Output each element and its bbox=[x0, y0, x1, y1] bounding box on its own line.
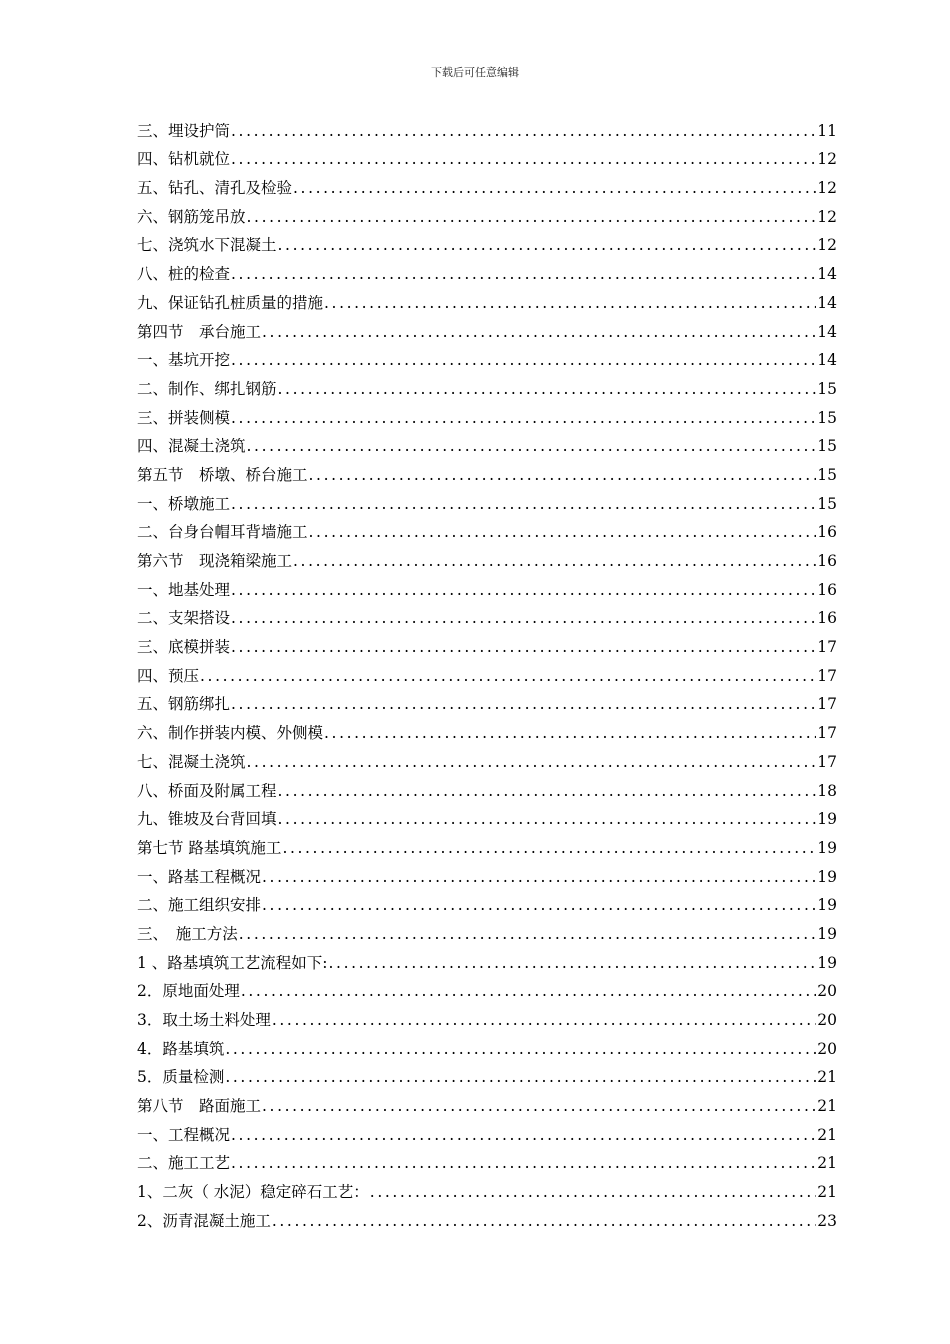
toc-entry-page-number: 17 bbox=[817, 638, 837, 657]
toc-dot-leader bbox=[278, 781, 817, 801]
toc-entry-page-number: 12 bbox=[817, 236, 837, 255]
toc-entry-page-number: 17 bbox=[817, 666, 837, 685]
toc-dot-leader bbox=[231, 637, 816, 657]
toc-entry-page-number: 19 bbox=[817, 953, 837, 972]
toc-entry-page-number: 12 bbox=[817, 207, 837, 226]
toc-entry[interactable] bbox=[137, 1087, 837, 1116]
toc-entry[interactable] bbox=[137, 1059, 837, 1088]
toc-entry-page-number: 17 bbox=[817, 695, 837, 714]
toc-entry-page-number: 15 bbox=[817, 379, 837, 398]
toc-dot-leader bbox=[262, 1096, 816, 1116]
toc-entry[interactable] bbox=[137, 628, 837, 657]
toc-entry[interactable] bbox=[137, 743, 837, 772]
toc-entry-page-number: 11 bbox=[817, 121, 837, 140]
toc-entry-page-number: 15 bbox=[817, 465, 837, 484]
toc-entry-title: 一、工程概况 bbox=[137, 1125, 231, 1144]
toc-entry[interactable] bbox=[137, 542, 837, 571]
toc-entry-title: 四、钻机就位 bbox=[137, 150, 231, 169]
toc-entry-page-number: 18 bbox=[817, 781, 837, 800]
toc-dot-leader bbox=[200, 666, 816, 686]
toc-entry-page-number: 15 bbox=[817, 437, 837, 456]
toc-entry-title: 五、钻孔、清孔及检验 bbox=[137, 179, 293, 198]
toc-entry-title: 七、混凝土浇筑 bbox=[137, 752, 246, 771]
toc-entry-title: 第七节 路基填筑施工 bbox=[137, 838, 282, 857]
toc-dot-leader bbox=[239, 924, 817, 944]
toc-dot-leader bbox=[278, 379, 817, 399]
toc-entry-title: 4．路基填筑 bbox=[137, 1039, 225, 1058]
toc-entry-title: 1、二灰（ 水泥）稳定碎石工艺： bbox=[137, 1183, 369, 1202]
toc-dot-leader bbox=[247, 436, 817, 456]
toc-entry-page-number: 16 bbox=[817, 609, 837, 628]
toc-entry-title: 四、混凝土浇筑 bbox=[137, 437, 246, 456]
toc-dot-leader bbox=[231, 580, 816, 600]
toc-dot-leader bbox=[324, 293, 816, 313]
toc-entry-page-number: 19 bbox=[817, 924, 837, 943]
toc-entry[interactable] bbox=[137, 1145, 837, 1174]
toc-entry-page-number: 16 bbox=[817, 580, 837, 599]
toc-entry-page-number: 14 bbox=[817, 265, 837, 284]
toc-entry[interactable] bbox=[137, 255, 837, 284]
toc-entry-title: 2．原地面处理 bbox=[137, 982, 240, 1001]
toc-entry[interactable] bbox=[137, 915, 837, 944]
toc-dot-leader bbox=[231, 264, 816, 284]
toc-entry-title: 三、拼装侧模 bbox=[137, 408, 231, 427]
toc-dot-leader bbox=[278, 809, 817, 829]
toc-entry[interactable] bbox=[137, 399, 837, 428]
toc-entry[interactable] bbox=[137, 887, 837, 916]
toc-entry[interactable] bbox=[137, 485, 837, 514]
toc-entry-page-number: 12 bbox=[817, 179, 837, 198]
toc-entry-title: 六、钢筋笼吊放 bbox=[137, 207, 246, 226]
toc-entry-title: 2、沥青混凝土施工 bbox=[137, 1211, 271, 1230]
toc-entry[interactable] bbox=[137, 829, 837, 858]
toc-entry-title: 一、地基处理 bbox=[137, 580, 231, 599]
toc-dot-leader bbox=[329, 953, 817, 973]
toc-entry[interactable] bbox=[137, 112, 837, 141]
toc-entry-title: 二、施工组织安排 bbox=[137, 896, 262, 915]
toc-dot-leader bbox=[231, 408, 816, 428]
toc-dot-leader bbox=[231, 121, 816, 141]
toc-entry-title: 二、台身台帽耳背墙施工 bbox=[137, 523, 308, 542]
toc-entry-page-number: 19 bbox=[817, 896, 837, 915]
toc-entry-page-number: 19 bbox=[817, 810, 837, 829]
toc-entry[interactable] bbox=[137, 714, 837, 743]
toc-dot-leader bbox=[309, 522, 817, 542]
toc-dot-leader bbox=[262, 322, 816, 342]
toc-entry-page-number: 14 bbox=[817, 293, 837, 312]
toc-dot-leader bbox=[247, 752, 817, 772]
toc-entry[interactable] bbox=[137, 657, 837, 686]
toc-entry-page-number: 19 bbox=[817, 867, 837, 886]
toc-entry-page-number: 19 bbox=[817, 838, 837, 857]
toc-dot-leader bbox=[324, 723, 816, 743]
toc-entry-page-number: 15 bbox=[817, 408, 837, 427]
toc-entry-page-number: 14 bbox=[817, 351, 837, 370]
toc-entry-title: 二、施工工艺 bbox=[137, 1154, 231, 1173]
toc-entry[interactable] bbox=[137, 1202, 837, 1231]
toc-entry-title: 二、制作、绑扎钢筋 bbox=[137, 379, 277, 398]
toc-entry-title: 一、基坑开挖 bbox=[137, 351, 231, 370]
toc-entry[interactable] bbox=[137, 1116, 837, 1145]
toc-dot-leader bbox=[309, 465, 817, 485]
toc-entry-page-number: 16 bbox=[817, 552, 837, 570]
toc-entry-title: 七、浇筑水下混凝土 bbox=[137, 236, 277, 255]
toc-entry[interactable] bbox=[137, 1173, 837, 1202]
toc-entry[interactable] bbox=[137, 198, 837, 227]
toc-entry-page-number: 16 bbox=[817, 523, 837, 542]
table-of-contents bbox=[137, 112, 837, 1231]
toc-entry-title: 一、桥墩施工 bbox=[137, 494, 231, 513]
toc-entry-page-number: 14 bbox=[817, 322, 837, 341]
toc-entry-title: 第四节 承台施工 bbox=[137, 322, 262, 341]
toc-dot-leader bbox=[241, 981, 816, 1001]
toc-entry-title: 三、底模拼装 bbox=[137, 638, 231, 657]
toc-dot-leader bbox=[262, 867, 816, 887]
toc-dot-leader bbox=[272, 1010, 816, 1030]
toc-entry[interactable] bbox=[137, 686, 837, 715]
toc-entry-title: 九、锥坡及台背回填 bbox=[137, 810, 277, 829]
toc-entry-title: 一、路基工程概况 bbox=[137, 867, 262, 886]
toc-dot-leader bbox=[231, 494, 816, 514]
toc-dot-leader bbox=[231, 694, 816, 714]
toc-entry[interactable] bbox=[137, 141, 837, 170]
toc-entry-title: 三、 施工方法 bbox=[137, 924, 238, 943]
toc-entry[interactable] bbox=[137, 370, 837, 399]
toc-dot-leader bbox=[262, 895, 816, 915]
toc-entry-page-number: 20 bbox=[817, 1039, 837, 1058]
toc-dot-leader bbox=[278, 235, 817, 255]
toc-entry-title: 三、埋设护筒 bbox=[137, 121, 231, 140]
toc-dot-leader bbox=[225, 1067, 816, 1087]
toc-entry[interactable] bbox=[137, 600, 837, 629]
toc-entry-title: 四、预压 bbox=[137, 666, 200, 685]
toc-entry[interactable] bbox=[137, 1001, 837, 1030]
toc-dot-leader bbox=[247, 207, 817, 227]
toc-entry-page-number: 21 bbox=[817, 1097, 837, 1116]
toc-entry-page-number: 17 bbox=[817, 724, 837, 743]
toc-dot-leader bbox=[282, 838, 816, 858]
toc-entry-page-number: 15 bbox=[817, 494, 837, 513]
toc-entry[interactable] bbox=[137, 973, 837, 1002]
toc-entry-page-number: 21 bbox=[817, 1154, 837, 1173]
toc-entry-title: 八、桩的检查 bbox=[137, 265, 231, 284]
toc-dot-leader bbox=[231, 350, 816, 370]
toc-entry-page-number: 21 bbox=[817, 1183, 837, 1202]
toc-entry-title: 5．质量检测 bbox=[137, 1068, 225, 1087]
toc-entry-page-number: 20 bbox=[817, 1011, 837, 1029]
toc-entry-title: 3．取土场土料处理 bbox=[137, 1011, 271, 1029]
toc-dot-leader bbox=[231, 1153, 816, 1173]
toc-entry-page-number: 20 bbox=[817, 982, 837, 1001]
toc-dot-leader bbox=[370, 1182, 816, 1202]
toc-dot-leader bbox=[293, 178, 816, 198]
toc-entry[interactable] bbox=[137, 801, 837, 830]
toc-entry[interactable] bbox=[137, 944, 837, 973]
toc-entry[interactable] bbox=[137, 342, 837, 371]
toc-entry-page-number: 12 bbox=[817, 150, 837, 169]
toc-entry-page-number: 21 bbox=[817, 1068, 837, 1087]
toc-entry-title: 第八节 路面施工 bbox=[137, 1097, 262, 1116]
toc-dot-leader bbox=[231, 149, 816, 169]
toc-entry[interactable] bbox=[137, 1030, 837, 1059]
toc-dot-leader bbox=[272, 1211, 816, 1231]
toc-dot-leader bbox=[225, 1039, 816, 1059]
toc-dot-leader bbox=[293, 551, 816, 571]
toc-entry-title: 1 、路基填筑工艺流程如下: bbox=[137, 953, 328, 972]
page-header: 下载后可任意编辑 bbox=[431, 66, 519, 79]
toc-entry[interactable] bbox=[137, 456, 837, 485]
toc-entry-title: 第六节 现浇箱梁施工 bbox=[137, 552, 293, 570]
toc-entry[interactable] bbox=[137, 284, 837, 313]
toc-entry-title: 九、保证钻孔桩质量的措施 bbox=[137, 293, 324, 312]
toc-dot-leader bbox=[231, 608, 816, 628]
toc-entry-title: 第五节 桥墩、桥台施工 bbox=[137, 465, 308, 484]
toc-entry-title: 五、钢筋绑扎 bbox=[137, 695, 231, 714]
toc-entry-page-number: 23 bbox=[817, 1211, 837, 1230]
toc-entry[interactable] bbox=[137, 313, 837, 342]
toc-entry-title: 六、制作拼装内模、外侧模 bbox=[137, 724, 324, 743]
toc-entry[interactable] bbox=[137, 169, 837, 198]
toc-entry-title: 八、桥面及附属工程 bbox=[137, 781, 277, 800]
toc-dot-leader bbox=[231, 1125, 816, 1145]
toc-entry[interactable] bbox=[137, 428, 837, 457]
toc-entry[interactable] bbox=[137, 514, 837, 543]
toc-entry[interactable] bbox=[137, 571, 837, 600]
toc-entry-title: 二、支架搭设 bbox=[137, 609, 231, 628]
toc-entry-page-number: 17 bbox=[817, 752, 837, 771]
toc-entry-page-number: 21 bbox=[817, 1125, 837, 1144]
toc-entry[interactable] bbox=[137, 858, 837, 887]
toc-entry[interactable] bbox=[137, 227, 837, 256]
toc-entry[interactable] bbox=[137, 772, 837, 801]
